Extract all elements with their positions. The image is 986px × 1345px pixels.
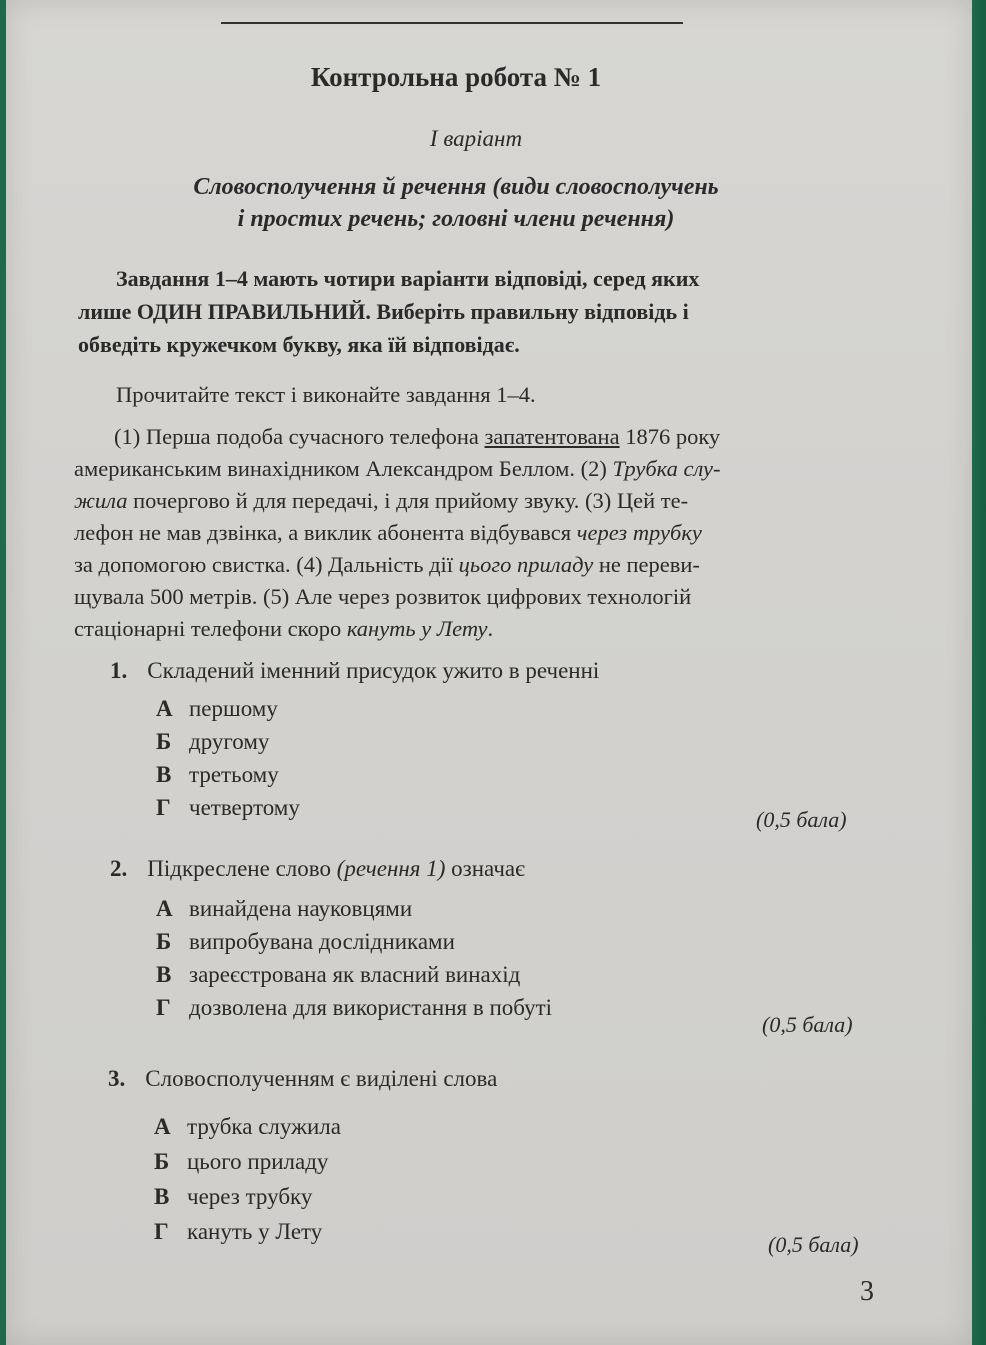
- highlighted-phrase: цього приладу: [458, 552, 594, 577]
- option-letter: А: [156, 896, 173, 921]
- passage-text: за допомогою свистка. (4) Дальність дії: [74, 552, 459, 577]
- option-2-a[interactable]: [156, 896, 412, 922]
- passage-line-6: щувала 500 метрів. (5) Але через розвиток цифрових технологій: [74, 584, 692, 609]
- passage-text: лефон не мав дзвінка, а виклик абонента відбувався: [74, 520, 577, 545]
- option-3-a[interactable]: [154, 1114, 341, 1140]
- passage-line-3: [74, 488, 688, 514]
- score-3: (0,5 бала): [768, 1232, 859, 1257]
- passage-line-5: [74, 552, 700, 578]
- option-letter: В: [154, 1184, 170, 1209]
- question-3: [108, 1066, 497, 1092]
- topic-line-2: і простих речень; головні члени речення): [237, 206, 675, 232]
- option-text: дозволена для використання в побуті: [189, 995, 553, 1020]
- highlighted-phrase: Трубка слу-: [612, 456, 721, 481]
- option-2-d[interactable]: [156, 995, 552, 1021]
- option-3-d[interactable]: [154, 1219, 322, 1245]
- passage-line-7: [74, 616, 493, 642]
- top-rule: [221, 22, 683, 24]
- option-letter: А: [156, 696, 173, 721]
- option-text: третьому: [189, 762, 279, 787]
- option-text: другому: [189, 729, 270, 754]
- variant-label: I варіант: [429, 126, 523, 151]
- reading-prompt: Прочитайте текст і виконайте завдання 1–4.: [116, 382, 536, 407]
- question-text-part: Підкреслене слово: [147, 856, 337, 881]
- page-edge-background: [972, 0, 986, 1345]
- instructions-line-3: обведіть кружечком букву, яка їй відповідає.: [78, 332, 520, 357]
- passage-text: .: [487, 616, 494, 641]
- topic-line-1: Словосполучення й речення (види словосполучень: [193, 174, 719, 200]
- page-number: 3: [860, 1276, 874, 1307]
- highlighted-phrase: через трубку: [576, 520, 702, 545]
- option-2-b[interactable]: [156, 929, 455, 955]
- option-1-c[interactable]: [156, 762, 279, 788]
- option-letter: Б: [154, 1149, 170, 1174]
- option-text: четвертому: [189, 795, 300, 820]
- option-text: винайдена науковцями: [189, 896, 413, 921]
- passage-line-1: [114, 424, 720, 450]
- question-number: 2.: [110, 856, 128, 881]
- option-text: трубка служила: [187, 1114, 341, 1139]
- underlined-word: запатентована: [484, 424, 620, 449]
- instructions-line-1: Завдання 1–4 мають чотири варіанти відповіді, серед яких: [116, 266, 700, 291]
- option-2-c[interactable]: [156, 962, 520, 988]
- option-letter: А: [154, 1114, 171, 1139]
- question-text: [147, 856, 525, 881]
- option-text: випробувана дослідниками: [189, 929, 455, 954]
- highlighted-phrase: жила: [74, 488, 128, 513]
- question-text: Словосполученням є виділені слова: [145, 1066, 498, 1091]
- passage-text: (1) Перша подоба сучасного телефона: [114, 424, 485, 449]
- passage-text: американським винахідником Александром Беллом. (2): [74, 456, 613, 481]
- option-letter: Б: [156, 929, 172, 954]
- option-1-a[interactable]: [156, 696, 278, 722]
- option-letter: Б: [156, 729, 172, 754]
- option-3-b[interactable]: [154, 1149, 328, 1175]
- option-letter: В: [156, 762, 172, 787]
- highlighted-phrase: кануть у Лету: [346, 616, 488, 641]
- option-letter: В: [156, 962, 172, 987]
- passage-text: почергово й для передачі, і для прийому звуку. (3) Цей те-: [127, 488, 689, 513]
- question-2: [110, 856, 525, 882]
- passage-text: стаціонарні телефони скоро: [74, 616, 347, 641]
- question-text-reference: (речення 1): [336, 856, 446, 881]
- option-text: кануть у Лету: [187, 1219, 323, 1244]
- option-1-d[interactable]: [156, 795, 300, 821]
- question-text: Складений іменний присудок ужито в реченні: [147, 658, 600, 683]
- option-text: через трубку: [187, 1184, 313, 1209]
- document-page: [6, 0, 972, 1345]
- question-text-part: означає: [445, 856, 525, 881]
- question-1: [110, 658, 599, 684]
- option-letter: Г: [154, 1219, 169, 1244]
- option-text: зареєстрована як власний винахід: [189, 962, 521, 987]
- passage-text: не переви-: [593, 552, 700, 577]
- passage-line-4: [74, 520, 702, 546]
- passage-line-2: [74, 456, 720, 482]
- option-3-c[interactable]: [154, 1184, 312, 1210]
- score-1: (0,5 бала): [756, 807, 847, 832]
- option-1-b[interactable]: [156, 729, 269, 755]
- option-text: цього приладу: [187, 1149, 329, 1174]
- option-text: першому: [189, 696, 278, 721]
- option-letter: Г: [156, 795, 171, 820]
- question-number: 1.: [110, 658, 128, 683]
- page-title: Контрольна робота № 1: [310, 62, 602, 92]
- option-letter: Г: [156, 995, 171, 1020]
- score-2: (0,5 бала): [762, 1012, 853, 1037]
- question-number: 3.: [108, 1066, 126, 1091]
- instructions-line-2: лише ОДИН ПРАВИЛЬНИЙ. Виберіть правильну відповідь і: [78, 299, 689, 324]
- passage-text: 1876 року: [619, 424, 721, 449]
